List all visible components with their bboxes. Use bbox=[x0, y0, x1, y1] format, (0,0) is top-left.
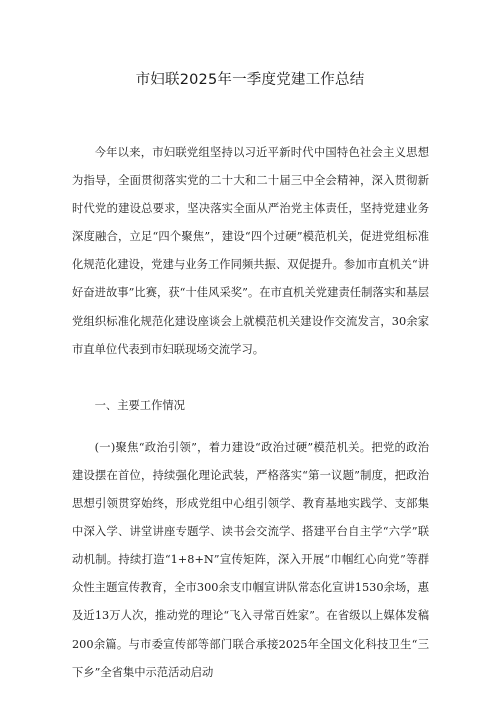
intro-paragraph: 今年以来，市妇联党组坚持以习近平新时代中国特色社会主义思想为指导，全面贯彻落实党的二十大和二十届三中全会精神，深入贯彻新时代党的建设总要求，坚决落实全面从严治党主体责任，坚持党建业务深度融合，立足“四个聚焦”，建设“四个过硬”模范机关，促进党组标准化规范化建设，党建与业务工作同频共振、双促提升。参加市直机关“讲好奋进故事”比赛，获“十佳风采奖”。在市直机关党建责任制落实和基层党组织标准化规范化建设座谈会上就模范机关建设作交流发言，30余家市直单位代表到市妇联现场交流学习。 bbox=[72, 146, 429, 356]
subsection-paragraph: (一)聚焦“政治引领”，着力建设“政治过硬”模范机关。把党的政治建设摆在首位，持续强化理论武装，严格落实“第一议题”制度，把政治思想引领贯穿始终，形成党组中心组引领学、教育基地实践学、支部集中深入学、讲堂讲座专题学、读书会交流学、搭建平台自主学“六学”联动机制。持续打造“1+8+N”宣传矩阵，深入开展“巾帼红心向党”等群众性主题宣传教育，全市300余支巾帼宣讲队常态化宣讲1530余场，惠及近13万人次，推动党的理论“飞入寻常百姓家”。在省级以上媒体发稿200余篇。与市委宣传部等部门联合承接2025年全国文化科技卫生“三下乡”全省集中示范活动启动 bbox=[72, 440, 429, 679]
document-title: 市妇联2025年一季度党建工作总结 bbox=[135, 72, 365, 88]
section-heading: 一、主要工作情况 bbox=[94, 398, 185, 412]
document-body bbox=[72, 139, 429, 687]
